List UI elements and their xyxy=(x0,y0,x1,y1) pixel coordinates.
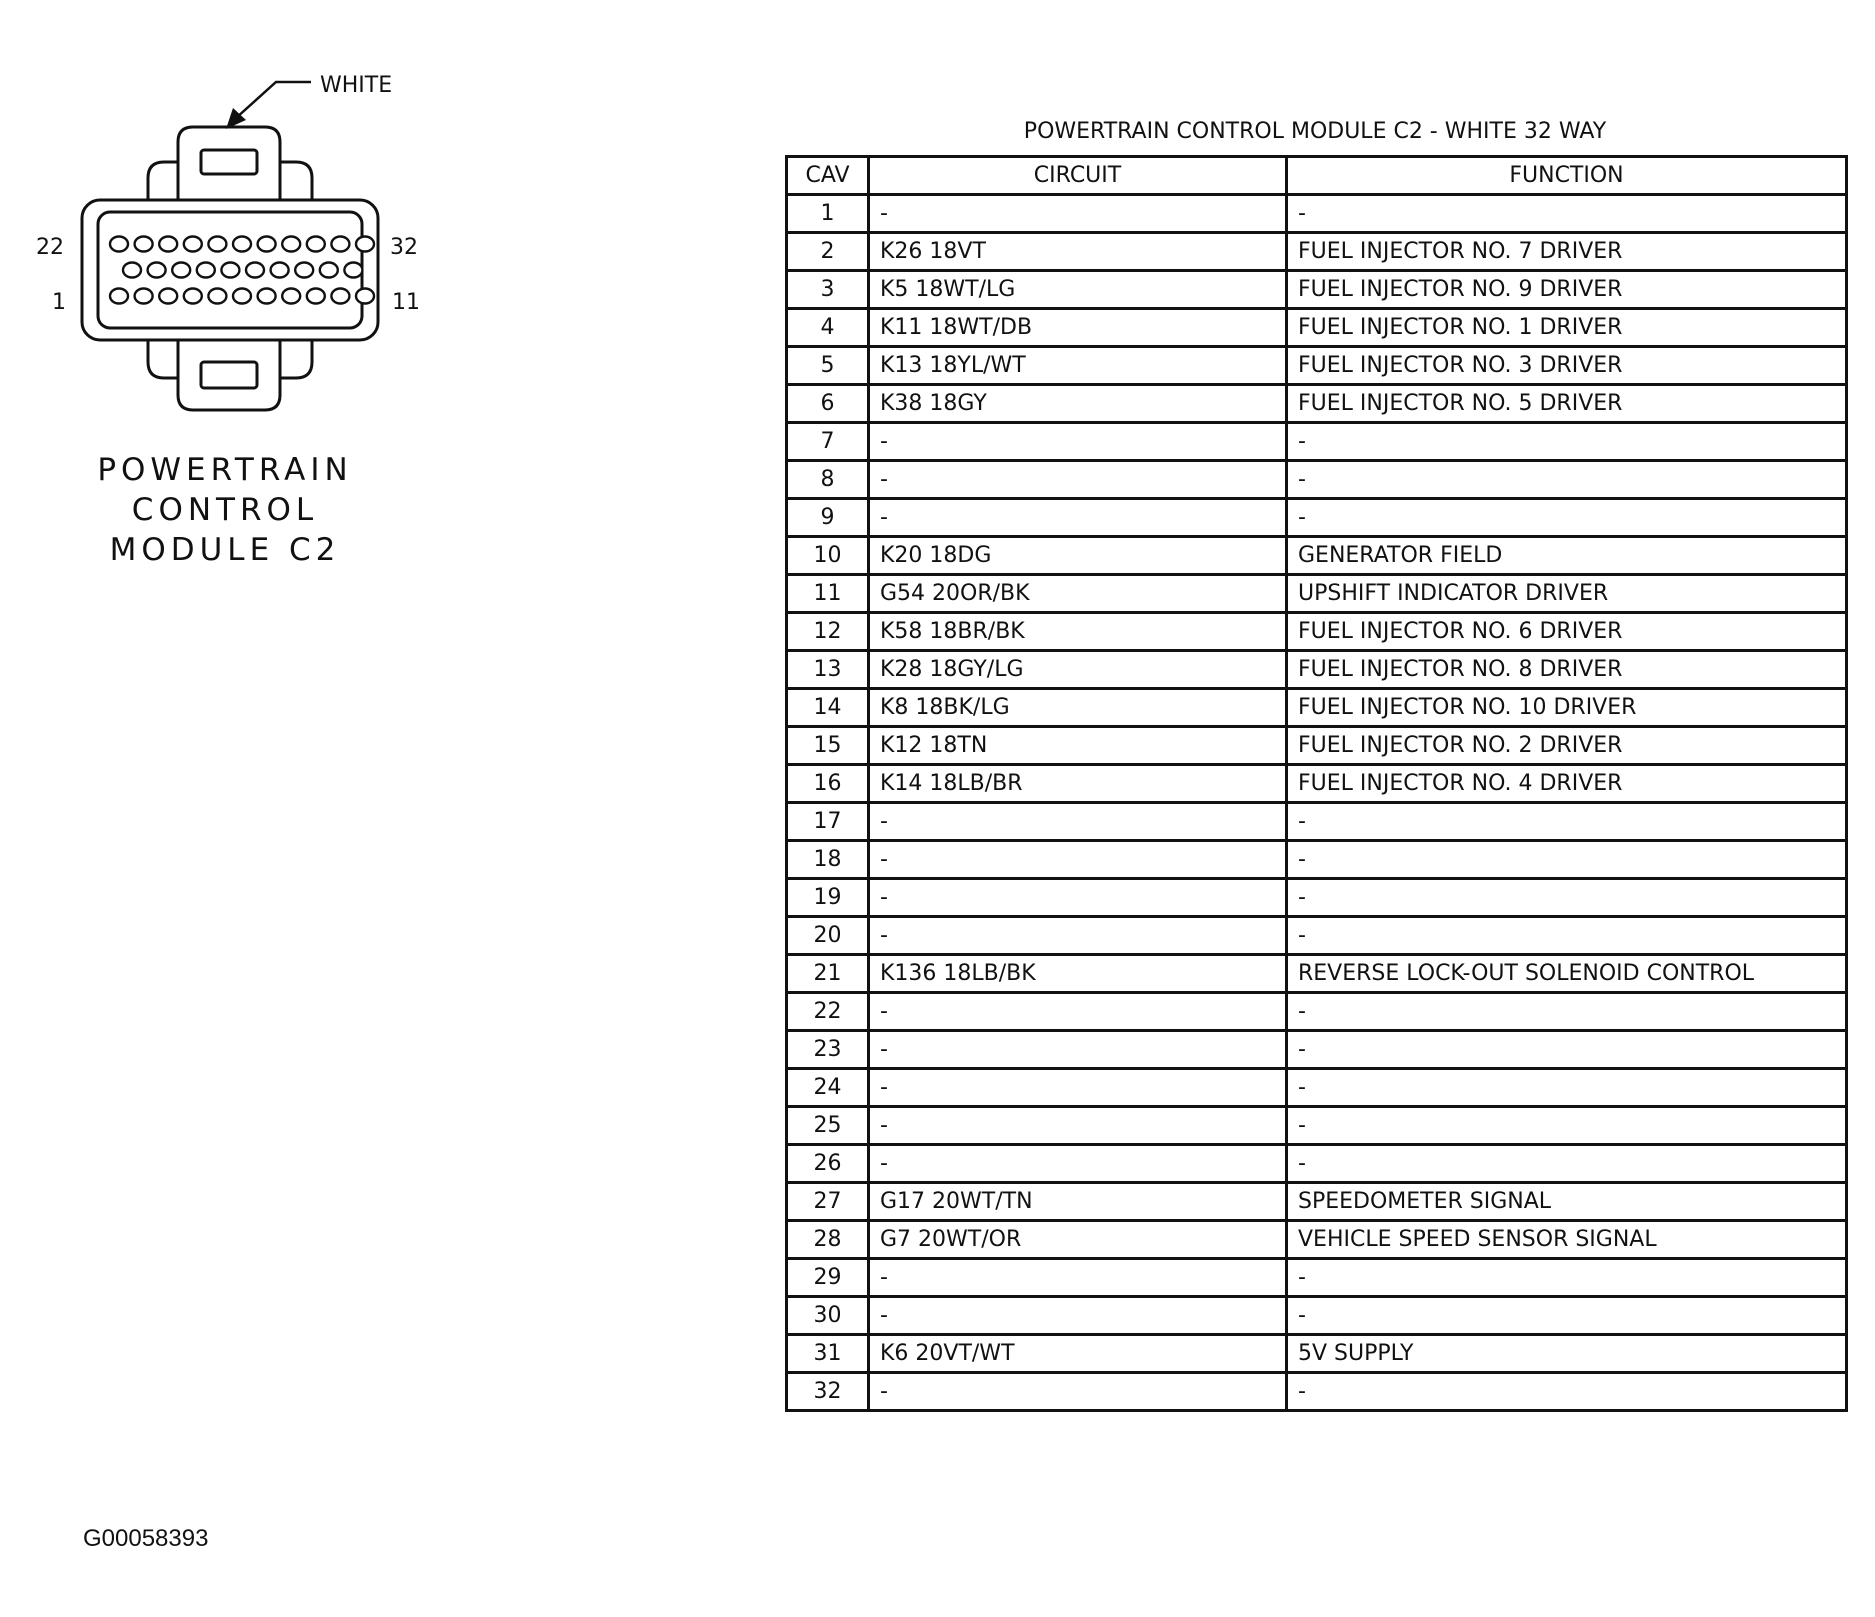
cav-cell: 9 xyxy=(787,499,869,537)
function-cell: FUEL INJECTOR NO. 1 DRIVER xyxy=(1287,309,1847,347)
pin-cavity xyxy=(344,263,362,278)
circuit-cell: - xyxy=(869,461,1287,499)
circuit-cell: K28 18GY/LG xyxy=(869,651,1287,689)
circuit-cell: K14 18LB/BR xyxy=(869,765,1287,803)
pin-cavity xyxy=(172,263,190,278)
cav-cell: 26 xyxy=(787,1145,869,1183)
pin-cavity xyxy=(331,237,349,252)
connector-title-line: MODULE C2 xyxy=(109,532,341,568)
cav-cell: 18 xyxy=(787,841,869,879)
table-row xyxy=(787,1373,1847,1411)
table-body xyxy=(787,195,1847,1411)
function-cell: - xyxy=(1287,1031,1847,1069)
bottom-latch-shoulder xyxy=(148,340,312,378)
table-row xyxy=(787,1107,1847,1145)
pin-cavity xyxy=(110,289,128,304)
pin-cavity xyxy=(271,263,289,278)
pin-cavity xyxy=(258,237,276,252)
cav-cell: 27 xyxy=(787,1183,869,1221)
pin-cavity xyxy=(356,237,374,252)
function-cell: REVERSE LOCK-OUT SOLENOID CONTROL xyxy=(1287,955,1847,993)
circuit-cell: - xyxy=(869,1107,1287,1145)
pin-cavity xyxy=(246,263,264,278)
table-row xyxy=(787,1259,1847,1297)
circuit-cell: K20 18DG xyxy=(869,537,1287,575)
circuit-cell: G7 20WT/OR xyxy=(869,1221,1287,1259)
circuit-cell: - xyxy=(869,917,1287,955)
cav-cell: 11 xyxy=(787,575,869,613)
cav-cell: 4 xyxy=(787,309,869,347)
bottom-latch-window xyxy=(201,362,257,388)
function-cell: FUEL INJECTOR NO. 2 DRIVER xyxy=(1287,727,1847,765)
table-row xyxy=(787,841,1847,879)
cav-cell: 24 xyxy=(787,1069,869,1107)
cav-cell: 22 xyxy=(787,993,869,1031)
function-cell: - xyxy=(1287,879,1847,917)
table-row xyxy=(787,765,1847,803)
cav-cell: 23 xyxy=(787,1031,869,1069)
pin-cavity xyxy=(159,289,177,304)
cav-cell: 17 xyxy=(787,803,869,841)
cav-cell: 6 xyxy=(787,385,869,423)
table-row xyxy=(787,575,1847,613)
table-row xyxy=(787,613,1847,651)
cav-cell: 29 xyxy=(787,1259,869,1297)
circuit-cell: - xyxy=(869,993,1287,1031)
circuit-cell: K26 18VT xyxy=(869,233,1287,271)
table-row xyxy=(787,955,1847,993)
table-row xyxy=(787,1183,1847,1221)
pin-cavity xyxy=(295,263,313,278)
table-row xyxy=(787,879,1847,917)
function-cell: - xyxy=(1287,499,1847,537)
circuit-cell: G54 20OR/BK xyxy=(869,575,1287,613)
circuit-cell: - xyxy=(869,1145,1287,1183)
function-cell: 5V SUPPLY xyxy=(1287,1335,1847,1373)
pin-cavity xyxy=(331,289,349,304)
pin-cavity xyxy=(320,263,338,278)
circuit-cell: G17 20WT/TN xyxy=(869,1183,1287,1221)
circuit-cell: K8 18BK/LG xyxy=(869,689,1287,727)
header-cav: CAV xyxy=(787,157,869,195)
table-row xyxy=(787,803,1847,841)
pin-label-22: 22 xyxy=(36,235,64,260)
cav-cell: 3 xyxy=(787,271,869,309)
cav-cell: 28 xyxy=(787,1221,869,1259)
pin-cavity xyxy=(135,237,153,252)
function-cell: UPSHIFT INDICATOR DRIVER xyxy=(1287,575,1847,613)
table-row xyxy=(787,195,1847,233)
pin-cavity xyxy=(233,237,251,252)
function-cell: - xyxy=(1287,1297,1847,1335)
pin-label-32: 32 xyxy=(390,235,418,260)
function-cell: FUEL INJECTOR NO. 6 DRIVER xyxy=(1287,613,1847,651)
top-latch-shoulder xyxy=(148,162,312,200)
table-row xyxy=(787,993,1847,1031)
function-cell: - xyxy=(1287,1069,1847,1107)
cav-cell: 5 xyxy=(787,347,869,385)
table-row xyxy=(787,1335,1847,1373)
function-cell: FUEL INJECTOR NO. 5 DRIVER xyxy=(1287,385,1847,423)
cav-cell: 19 xyxy=(787,879,869,917)
function-cell: - xyxy=(1287,423,1847,461)
cav-cell: 14 xyxy=(787,689,869,727)
pin-cavity xyxy=(148,263,166,278)
table-row xyxy=(787,1221,1847,1259)
pin-cavity xyxy=(208,289,226,304)
cav-cell: 10 xyxy=(787,537,869,575)
table-row xyxy=(787,271,1847,309)
pin-cavity xyxy=(135,289,153,304)
table-row xyxy=(787,651,1847,689)
connector-title-line: CONTROL xyxy=(131,492,319,528)
top-latch-outer xyxy=(178,127,280,200)
circuit-cell: K6 20VT/WT xyxy=(869,1335,1287,1373)
pin-cavity xyxy=(184,289,202,304)
circuit-cell: - xyxy=(869,803,1287,841)
table-row xyxy=(787,233,1847,271)
table-row xyxy=(787,727,1847,765)
connector-title-line: POWERTRAIN xyxy=(97,452,353,488)
cav-cell: 21 xyxy=(787,955,869,993)
table-row xyxy=(787,461,1847,499)
cav-cell: 7 xyxy=(787,423,869,461)
pin-cavity xyxy=(282,289,300,304)
pin-cavity xyxy=(258,289,276,304)
bottom-latch-outer xyxy=(178,340,280,410)
function-cell: - xyxy=(1287,803,1847,841)
cav-cell: 32 xyxy=(787,1373,869,1411)
table-row xyxy=(787,347,1847,385)
table-row xyxy=(787,423,1847,461)
table-row xyxy=(787,1145,1847,1183)
circuit-cell: - xyxy=(869,195,1287,233)
function-cell: - xyxy=(1287,917,1847,955)
header-circuit: CIRCUIT xyxy=(869,157,1287,195)
pin-cavity xyxy=(208,237,226,252)
circuit-cell: K12 18TN xyxy=(869,727,1287,765)
table-header-row xyxy=(787,157,1847,195)
circuit-cell: - xyxy=(869,841,1287,879)
pin-cavity xyxy=(233,289,251,304)
cav-cell: 15 xyxy=(787,727,869,765)
table-row xyxy=(787,309,1847,347)
cav-cell: 30 xyxy=(787,1297,869,1335)
pin-cavity xyxy=(110,237,128,252)
circuit-cell: - xyxy=(869,879,1287,917)
circuit-cell: - xyxy=(869,1031,1287,1069)
table-row xyxy=(787,689,1847,727)
function-cell: - xyxy=(1287,1145,1847,1183)
function-cell: FUEL INJECTOR NO. 8 DRIVER xyxy=(1287,651,1847,689)
cav-cell: 20 xyxy=(787,917,869,955)
circuit-cell: - xyxy=(869,1297,1287,1335)
table-row xyxy=(787,1297,1847,1335)
pin-cavity xyxy=(307,289,325,304)
circuit-cell: - xyxy=(869,1373,1287,1411)
function-cell: - xyxy=(1287,195,1847,233)
pin-cavity xyxy=(159,237,177,252)
header-function: FUNCTION xyxy=(1287,157,1847,195)
circuit-cell: - xyxy=(869,499,1287,537)
pin-cavity xyxy=(307,237,325,252)
callout-leader-line xyxy=(236,82,311,118)
function-cell: - xyxy=(1287,1107,1847,1145)
connector-figure xyxy=(0,0,460,600)
function-cell: SPEEDOMETER SIGNAL xyxy=(1287,1183,1847,1221)
circuit-cell: - xyxy=(869,1069,1287,1107)
cav-cell: 12 xyxy=(787,613,869,651)
table-row xyxy=(787,499,1847,537)
function-cell: FUEL INJECTOR NO. 4 DRIVER xyxy=(1287,765,1847,803)
circuit-cell: K13 18YL/WT xyxy=(869,347,1287,385)
function-cell: VEHICLE SPEED SENSOR SIGNAL xyxy=(1287,1221,1847,1259)
color-callout-label: WHITE xyxy=(320,73,393,98)
table-row xyxy=(787,1031,1847,1069)
figure-id: G00058393 xyxy=(83,1525,209,1552)
circuit-cell: K136 18LB/BK xyxy=(869,955,1287,993)
connector-title xyxy=(60,450,390,570)
top-latch-window xyxy=(201,150,257,174)
pin-cavity xyxy=(197,263,215,278)
circuit-cell: K5 18WT/LG xyxy=(869,271,1287,309)
pin-label-1: 1 xyxy=(52,290,66,315)
table-row xyxy=(787,917,1847,955)
circuit-cell: K11 18WT/DB xyxy=(869,309,1287,347)
circuit-cell: K38 18GY xyxy=(869,385,1287,423)
pin-cavity xyxy=(356,289,374,304)
function-cell: - xyxy=(1287,461,1847,499)
cav-cell: 1 xyxy=(787,195,869,233)
pin-cavities xyxy=(110,237,374,304)
circuit-cell: - xyxy=(869,1259,1287,1297)
pin-cavity xyxy=(184,237,202,252)
circuit-cell: K58 18BR/BK xyxy=(869,613,1287,651)
function-cell: FUEL INJECTOR NO. 3 DRIVER xyxy=(1287,347,1847,385)
pin-cavity xyxy=(123,263,141,278)
cav-cell: 2 xyxy=(787,233,869,271)
cav-cell: 31 xyxy=(787,1335,869,1373)
pin-cavity xyxy=(221,263,239,278)
table-caption: POWERTRAIN CONTROL MODULE C2 - WHITE 32 WAY xyxy=(1023,119,1607,144)
pin-cavity xyxy=(282,237,300,252)
table-row xyxy=(787,385,1847,423)
cav-cell: 25 xyxy=(787,1107,869,1145)
pinout-table xyxy=(785,155,1848,1412)
table-row xyxy=(787,1069,1847,1107)
function-cell: FUEL INJECTOR NO. 10 DRIVER xyxy=(1287,689,1847,727)
function-cell: GENERATOR FIELD xyxy=(1287,537,1847,575)
table-row xyxy=(787,537,1847,575)
function-cell: FUEL INJECTOR NO. 9 DRIVER xyxy=(1287,271,1847,309)
cav-cell: 16 xyxy=(787,765,869,803)
function-cell: - xyxy=(1287,1373,1847,1411)
cav-cell: 8 xyxy=(787,461,869,499)
function-cell: - xyxy=(1287,841,1847,879)
circuit-cell: - xyxy=(869,423,1287,461)
pin-label-11: 11 xyxy=(392,290,420,315)
function-cell: - xyxy=(1287,993,1847,1031)
function-cell: FUEL INJECTOR NO. 7 DRIVER xyxy=(1287,233,1847,271)
function-cell: - xyxy=(1287,1259,1847,1297)
cav-cell: 13 xyxy=(787,651,869,689)
